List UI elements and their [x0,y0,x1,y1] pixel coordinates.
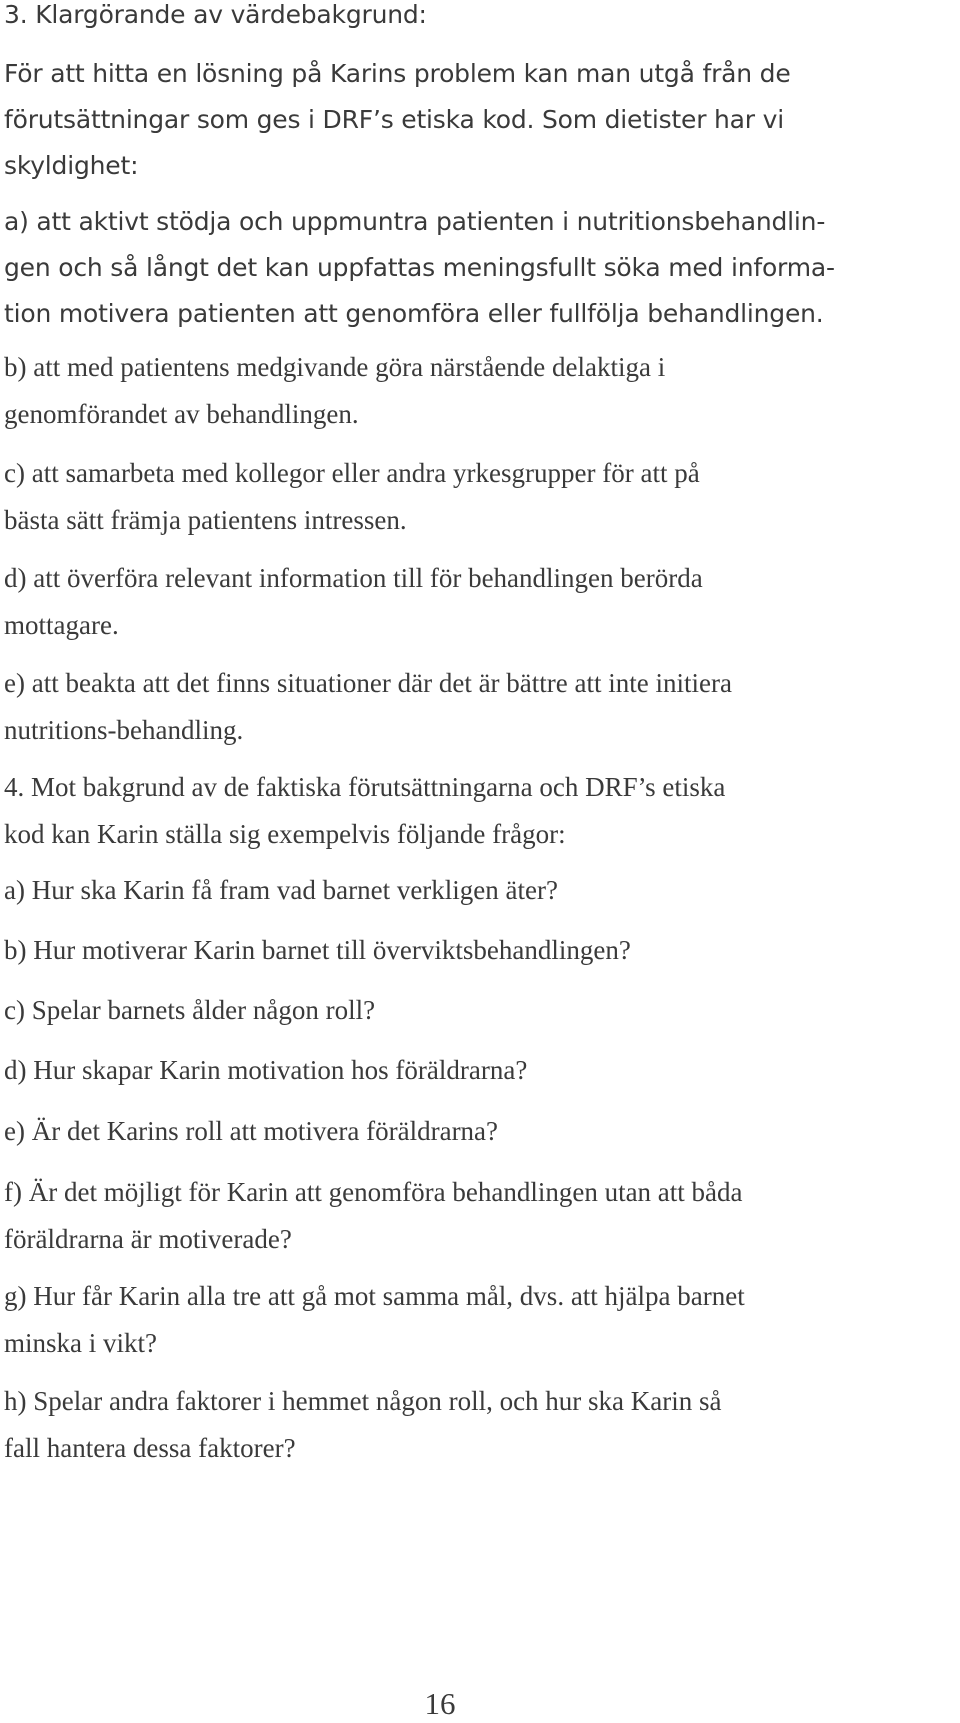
question-h [4,1378,722,1472]
paragraph-line: mottagare. [4,610,119,640]
paragraph-line: skyldighet: [4,151,139,180]
paragraph-line: e) att beakta att det finns situationer där det är bättre att inte initiera [4,668,732,698]
paragraph-line: förutsättningar som ges i DRF’s etiska kod. Som dietister har vi [4,105,784,134]
section-3-item-c [4,450,700,544]
paragraph-line: föräldrarna är motiverade? [4,1224,292,1254]
question-b [4,927,631,974]
section-3-item-a [4,199,835,337]
paragraph-line: a) Hur ska Karin få fram vad barnet verkligen äter? [4,875,558,905]
paragraph-line: genomförandet av behandlingen. [4,399,359,429]
question-c [4,987,375,1034]
paragraph-line: För att hitta en lösning på Karins problem kan man utgå från de [4,59,791,88]
section-3-intro [4,51,791,189]
paragraph-line: 4. Mot bakgrund av de faktiska förutsättningarna och DRF’s etiska [4,772,726,802]
question-e [4,1108,498,1155]
question-d [4,1047,527,1094]
paragraph-line: a) att aktivt stödja och uppmuntra patienten i nutritionsbehandlin- [4,207,826,236]
question-a [4,867,558,914]
paragraph-line: d) att överföra relevant information till för behandlingen berörda [4,563,703,593]
question-g [4,1273,745,1367]
section-3-item-e [4,660,732,754]
paragraph-line: d) Hur skapar Karin motivation hos föräldrarna? [4,1055,528,1085]
section-4-intro [4,764,725,858]
section-3-item-b [4,344,665,438]
paragraph-line: g) Hur får Karin alla tre att gå mot samma mål, dvs. att hjälpa barnet [4,1281,745,1311]
section-3-item-d [4,555,703,649]
paragraph-line: b) att med patientens medgivande göra närstående delaktiga i [4,352,666,382]
paragraph-line: gen och så långt det kan uppfattas meningsfullt söka med informa- [4,253,835,282]
paragraph-line: minska i vikt? [4,1328,157,1358]
paragraph-line: b) Hur motiverar Karin barnet till överviktsbehandlingen? [4,935,631,965]
paragraph-line: c) Spelar barnets ålder någon roll? [4,995,376,1025]
question-f [4,1169,743,1263]
page-number: 16 [424,1686,456,1721]
heading-line: 3. Klargörande av värdebakgrund: [4,0,427,29]
paragraph-line: h) Spelar andra faktorer i hemmet någon roll, och hur ska Karin så [4,1386,722,1416]
paragraph-line: kod kan Karin ställa sig exempelvis följande frågor: [4,819,566,849]
paragraph-line: c) att samarbeta med kollegor eller andra yrkesgrupper för att på [4,458,700,488]
paragraph-line: nutritions-behandling. [4,715,244,745]
paragraph-line: fall hantera dessa faktorer? [4,1433,296,1463]
paragraph-line: tion motivera patienten att genomföra eller fullfölja behandlingen. [4,299,824,328]
paragraph-line: bästa sätt främja patientens intressen. [4,505,407,535]
paragraph-line: e) Är det Karins roll att motivera föräldrarna? [4,1116,499,1146]
paragraph-line: f) Är det möjligt för Karin att genomföra behandlingen utan att båda [4,1177,743,1207]
section-3-heading [4,0,427,38]
